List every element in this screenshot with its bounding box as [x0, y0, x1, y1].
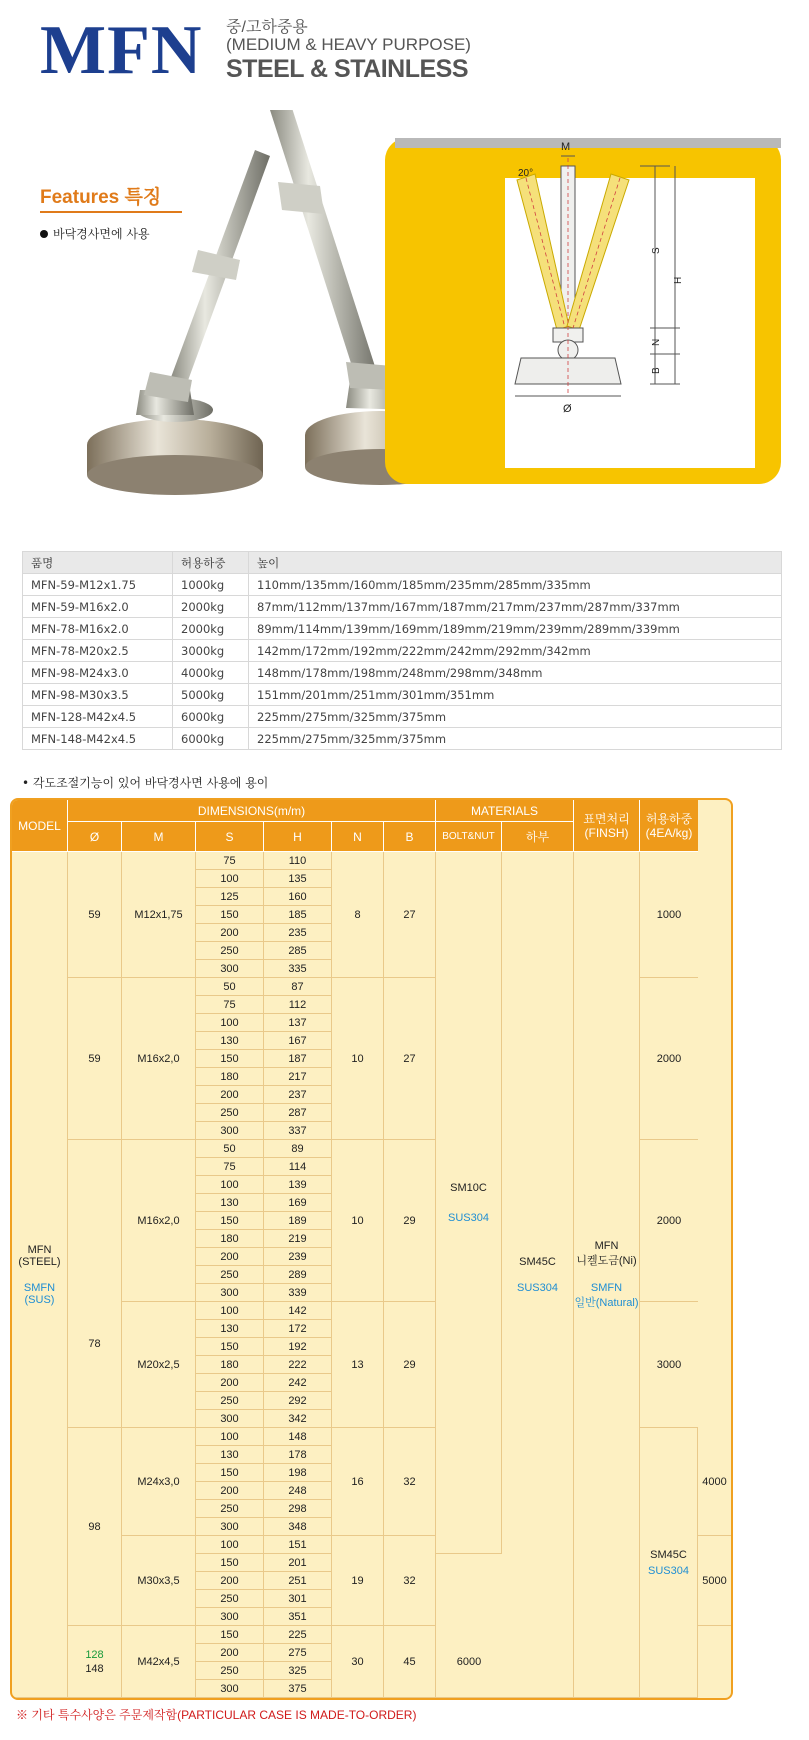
h-cell: 292 — [264, 1392, 332, 1410]
base-material-sus: SUS304 — [517, 1281, 558, 1294]
features-title: Features 특징 — [40, 182, 182, 213]
base-material-cell — [502, 852, 574, 1698]
s-cell: 300 — [196, 1680, 264, 1698]
n-cell: 10 — [332, 1140, 384, 1302]
b-cell: 27 — [384, 978, 436, 1140]
spec-cell-load: 2000kg — [173, 618, 249, 640]
header-subtitle-korean: 중/고하중용 — [226, 19, 308, 36]
s-cell: 200 — [196, 924, 264, 942]
spec-cell-name: MFN-59-M12x1.75 — [23, 574, 173, 596]
b-cell: 27 — [384, 852, 436, 978]
s-cell: 200 — [196, 1086, 264, 1104]
spec-cell-load: 4000kg — [173, 662, 249, 684]
h-cell: 137 — [264, 1014, 332, 1032]
s-cell: 100 — [196, 1302, 264, 1320]
spec-table-row — [23, 596, 782, 618]
spec-cell-name: MFN-59-M16x2.0 — [23, 596, 173, 618]
spec-table-row — [23, 640, 782, 662]
dim-header-b: B — [384, 822, 436, 852]
spec-cell-height: 148mm/178mm/198mm/248mm/298mm/348mm — [249, 662, 782, 684]
spec-table-row — [23, 662, 782, 684]
dim-header-dia: Ø — [68, 822, 122, 852]
s-cell: 200 — [196, 1248, 264, 1266]
s-cell: 50 — [196, 978, 264, 996]
load-cell: 1000 — [640, 852, 698, 978]
dimension-drawing — [385, 138, 781, 484]
label-s: S — [651, 247, 662, 254]
s-cell: 180 — [196, 1068, 264, 1086]
s-cell: 300 — [196, 1410, 264, 1428]
m-cell: M24x3,0 — [122, 1428, 196, 1536]
finish-cell — [574, 852, 640, 1698]
spec-cell-load: 6000kg — [173, 728, 249, 750]
dim-header-bolt: BOLT&NUT — [436, 822, 502, 852]
h-cell: 248 — [264, 1482, 332, 1500]
h-cell: 187 — [264, 1050, 332, 1068]
s-cell: 200 — [196, 1644, 264, 1662]
s-cell: 180 — [196, 1356, 264, 1374]
h-cell: 112 — [264, 996, 332, 1014]
bolt-material-cell — [640, 1428, 698, 1698]
h-cell: 335 — [264, 960, 332, 978]
s-cell: 200 — [196, 1482, 264, 1500]
s-cell: 180 — [196, 1230, 264, 1248]
dim-header-finish: 표면처리 (FINSH) — [574, 800, 640, 852]
s-cell: 75 — [196, 852, 264, 870]
base-material-steel: SM45C — [519, 1255, 556, 1268]
dim-header-m: M — [122, 822, 196, 852]
m-cell: M20x2,5 — [122, 1302, 196, 1428]
s-cell: 300 — [196, 1518, 264, 1536]
h-cell: 198 — [264, 1464, 332, 1482]
m-cell: M42x4,5 — [122, 1626, 196, 1698]
spec-cell-height: 225mm/275mm/325mm/375mm — [249, 728, 782, 750]
h-cell: 151 — [264, 1536, 332, 1554]
h-cell: 139 — [264, 1176, 332, 1194]
s-cell: 75 — [196, 996, 264, 1014]
m-cell: M16x2,0 — [122, 1140, 196, 1302]
s-cell: 150 — [196, 906, 264, 924]
s-cell: 130 — [196, 1194, 264, 1212]
dim-header-dimensions: DIMENSIONS(m/m) — [68, 800, 436, 822]
b-cell: 32 — [384, 1428, 436, 1536]
spec-cell-height: 110mm/135mm/160mm/185mm/235mm/285mm/335mm — [249, 574, 782, 596]
h-cell: 114 — [264, 1158, 332, 1176]
s-cell: 150 — [196, 1626, 264, 1644]
spec-table-row — [23, 728, 782, 750]
h-cell: 251 — [264, 1572, 332, 1590]
spec-cell-name: MFN-78-M20x2.5 — [23, 640, 173, 662]
b-cell: 32 — [384, 1536, 436, 1626]
dia-cell: 59 — [68, 978, 122, 1140]
dia-cell: 78 — [68, 1140, 122, 1428]
label-m: M — [561, 141, 571, 153]
spec-cell-height: 151mm/201mm/251mm/301mm/351mm — [249, 684, 782, 706]
spec-table-row — [23, 706, 782, 728]
h-cell: 287 — [264, 1104, 332, 1122]
bullet-icon — [40, 230, 48, 238]
s-cell: 250 — [196, 1662, 264, 1680]
spec-header-height: 높이 — [249, 552, 782, 574]
h-cell: 342 — [264, 1410, 332, 1428]
h-cell: 339 — [264, 1284, 332, 1302]
finish-steel: MFN 니켈도금(Ni) — [576, 1239, 637, 1267]
h-cell: 160 — [264, 888, 332, 906]
label-h: H — [673, 276, 684, 284]
spec-table-row — [23, 618, 782, 640]
s-cell: 75 — [196, 1158, 264, 1176]
h-cell: 192 — [264, 1338, 332, 1356]
h-cell: 275 — [264, 1644, 332, 1662]
s-cell: 125 — [196, 888, 264, 906]
s-cell: 250 — [196, 1266, 264, 1284]
spec-cell-name: MFN-78-M16x2.0 — [23, 618, 173, 640]
spec-table-row — [23, 574, 782, 596]
dim-header-materials: MATERIALS — [436, 800, 574, 822]
spec-cell-name: MFN-148-M42x4.5 — [23, 728, 173, 750]
dim-header-n: N — [332, 822, 384, 852]
n-cell: 8 — [332, 852, 384, 978]
dia-cell: 59 — [68, 852, 122, 978]
h-cell: 237 — [264, 1086, 332, 1104]
dim-header-base: 하부 — [502, 822, 574, 852]
spec-header-name: 품명 — [23, 552, 173, 574]
spec-table-header — [23, 552, 782, 574]
s-cell: 250 — [196, 1104, 264, 1122]
page-header — [0, 0, 809, 100]
h-cell: 351 — [264, 1608, 332, 1626]
h-cell: 239 — [264, 1248, 332, 1266]
spec-header-load: 허용하중 — [173, 552, 249, 574]
spec-cell-load: 2000kg — [173, 596, 249, 618]
h-cell: 225 — [264, 1626, 332, 1644]
h-cell: 337 — [264, 1122, 332, 1140]
dia-value-steel: 148 — [85, 1662, 104, 1675]
load-cell: 5000 — [698, 1536, 731, 1626]
dia-value-sus: 128 — [85, 1648, 104, 1661]
h-cell: 298 — [264, 1500, 332, 1518]
h-cell: 185 — [264, 906, 332, 924]
h-cell: 167 — [264, 1032, 332, 1050]
s-cell: 130 — [196, 1446, 264, 1464]
h-cell: 285 — [264, 942, 332, 960]
brand-logo: MFN — [40, 12, 203, 89]
angle-note: • 각도조절기능이 있어 바닥경사면 사용에 용이 — [22, 776, 269, 790]
s-cell: 250 — [196, 942, 264, 960]
s-cell: 300 — [196, 1284, 264, 1302]
h-cell: 178 — [264, 1446, 332, 1464]
dimension-table — [10, 798, 733, 1700]
s-cell: 300 — [196, 1122, 264, 1140]
spec-cell-height: 87mm/112mm/137mm/167mm/187mm/217mm/237mm/287mm/337mm — [249, 596, 782, 618]
s-cell: 100 — [196, 1176, 264, 1194]
bolt-material-cell — [436, 852, 502, 1554]
spec-cell-load: 3000kg — [173, 640, 249, 662]
label-angle: 20° — [518, 168, 534, 179]
s-cell: 130 — [196, 1032, 264, 1050]
s-cell: 100 — [196, 1536, 264, 1554]
s-cell: 250 — [196, 1590, 264, 1608]
n-cell: 30 — [332, 1626, 384, 1698]
s-cell: 300 — [196, 1608, 264, 1626]
label-b: B — [651, 367, 662, 374]
dim-table-row — [12, 852, 731, 870]
h-cell: 219 — [264, 1230, 332, 1248]
s-cell: 150 — [196, 1050, 264, 1068]
h-cell: 201 — [264, 1554, 332, 1572]
spec-cell-name: MFN-98-M24x3.0 — [23, 662, 173, 684]
m-cell: M16x2,0 — [122, 978, 196, 1140]
footnote: ※ 기타 특수사양은 주문제작함(PARTICULAR CASE IS MADE-TO-ORDER) — [16, 1708, 417, 1722]
spec-cell-load: 6000kg — [173, 706, 249, 728]
h-cell: 142 — [264, 1302, 332, 1320]
h-cell: 89 — [264, 1140, 332, 1158]
leveler-left — [87, 150, 270, 495]
spec-cell-height: 225mm/275mm/325mm/375mm — [249, 706, 782, 728]
model-steel: MFN (STEEL) — [18, 1243, 61, 1268]
s-cell: 150 — [196, 1212, 264, 1230]
s-cell: 150 — [196, 1464, 264, 1482]
bolt-material-steel: SM45C — [650, 1548, 687, 1561]
header-subtitle-material: STEEL & STAINLESS — [226, 55, 469, 83]
n-cell: 13 — [332, 1302, 384, 1428]
label-n: N — [651, 338, 662, 346]
h-cell: 87 — [264, 978, 332, 996]
spec-cell-load: 5000kg — [173, 684, 249, 706]
dim-header-model: MODEL — [12, 800, 68, 852]
b-cell: 45 — [384, 1626, 436, 1698]
s-cell: 50 — [196, 1140, 264, 1158]
h-cell: 375 — [264, 1680, 332, 1698]
h-cell: 325 — [264, 1662, 332, 1680]
load-cell: 2000 — [640, 978, 698, 1140]
s-cell: 150 — [196, 1338, 264, 1356]
dia-cell — [68, 1626, 122, 1698]
bolt-material-steel: SM10C — [450, 1181, 487, 1194]
m-cell: M30x3,5 — [122, 1536, 196, 1626]
n-cell: 10 — [332, 978, 384, 1140]
bolt-material-sus: SUS304 — [448, 1211, 489, 1224]
s-cell: 100 — [196, 870, 264, 888]
s-cell: 200 — [196, 1572, 264, 1590]
h-cell: 135 — [264, 870, 332, 888]
dim-header-load: 허용하중 (4EA/kg) — [640, 800, 698, 852]
model-cell — [12, 852, 68, 1698]
h-cell: 148 — [264, 1428, 332, 1446]
h-cell: 189 — [264, 1212, 332, 1230]
label-dia: Ø — [563, 403, 572, 415]
finish-sus: SMFN 일반(Natural) — [574, 1281, 639, 1309]
n-cell: 16 — [332, 1428, 384, 1536]
s-cell: 250 — [196, 1392, 264, 1410]
spec-table — [22, 551, 782, 750]
h-cell: 301 — [264, 1590, 332, 1608]
load-cell: 2000 — [640, 1140, 698, 1302]
s-cell: 100 — [196, 1014, 264, 1032]
h-cell: 222 — [264, 1356, 332, 1374]
h-cell: 169 — [264, 1194, 332, 1212]
h-cell: 235 — [264, 924, 332, 942]
header-subtitle-purpose: (MEDIUM & HEAVY PURPOSE) — [226, 35, 471, 54]
s-cell: 200 — [196, 1374, 264, 1392]
h-cell: 172 — [264, 1320, 332, 1338]
features-bullet-text: 바닥경사면에 사용 — [53, 227, 150, 241]
spec-cell-name: MFN-128-M42x4.5 — [23, 706, 173, 728]
b-cell: 29 — [384, 1140, 436, 1302]
h-cell: 348 — [264, 1518, 332, 1536]
spec-cell-name: MFN-98-M30x3.5 — [23, 684, 173, 706]
spec-cell-load: 1000kg — [173, 574, 249, 596]
n-cell: 19 — [332, 1536, 384, 1626]
h-cell: 110 — [264, 852, 332, 870]
b-cell: 29 — [384, 1302, 436, 1428]
dim-header-s: S — [196, 822, 264, 852]
h-cell: 289 — [264, 1266, 332, 1284]
load-cell: 6000 — [436, 1626, 502, 1698]
s-cell: 150 — [196, 1554, 264, 1572]
s-cell: 130 — [196, 1320, 264, 1338]
spec-table-row — [23, 684, 782, 706]
s-cell: 250 — [196, 1500, 264, 1518]
h-cell: 242 — [264, 1374, 332, 1392]
spec-cell-height: 89mm/114mm/139mm/169mm/189mm/219mm/239mm/289mm/339mm — [249, 618, 782, 640]
h-cell: 217 — [264, 1068, 332, 1086]
load-cell: 3000 — [640, 1302, 698, 1428]
s-cell: 100 — [196, 1428, 264, 1446]
bolt-material-sus: SUS304 — [648, 1564, 689, 1577]
load-cell: 4000 — [698, 1428, 731, 1536]
model-sus: SMFN (SUS) — [23, 1281, 56, 1306]
dia-cell: 98 — [68, 1428, 122, 1626]
s-cell: 300 — [196, 960, 264, 978]
spec-cell-height: 142mm/172mm/192mm/222mm/242mm/292mm/342mm — [249, 640, 782, 662]
dim-header-h: H — [264, 822, 332, 852]
m-cell: M12x1,75 — [122, 852, 196, 978]
